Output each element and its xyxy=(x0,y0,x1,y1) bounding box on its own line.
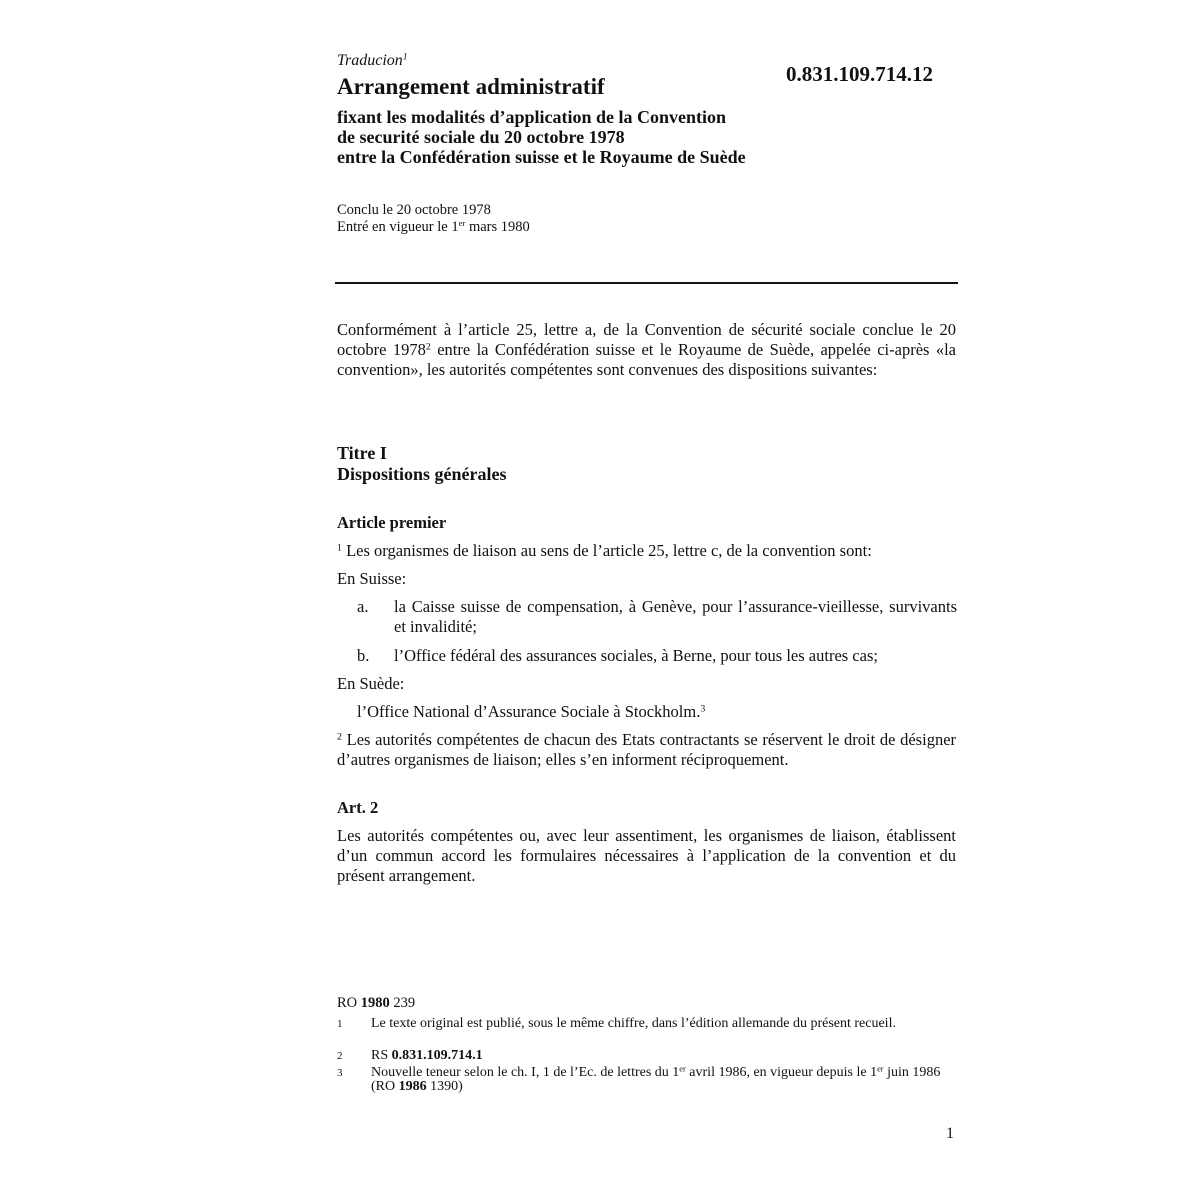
footnote-ref-3[interactable]: 3 xyxy=(700,703,706,715)
paragraph-number: 1 xyxy=(337,542,342,554)
list-item-label: b. xyxy=(357,646,370,665)
article-1-paragraph-2: $^2$ Les autorités compétentes de chacun des Etats contractants se réservent le droit de désigner d’autres organismes de liaison; elles s’en informent réciproquement. xyxy=(337,730,957,769)
list-item-text: l’Office fédéral des assurances sociales, à Berne, pour tous les autres cas; xyxy=(394,646,878,665)
footnote-number: 2 xyxy=(337,1050,343,1062)
page-number: 1 xyxy=(946,1125,954,1142)
list-item-label: a. xyxy=(357,597,369,616)
subtitle-line: fixant les modalités d’application de la Convention xyxy=(337,107,727,127)
footnote-text: Le texte original est publié, sous le même chiffre, dans l’édition allemande du présent recueil. xyxy=(371,1016,896,1031)
concluded-date: Conclu le 20 octobre 1978 xyxy=(337,202,491,218)
article-2-heading: Art. 2 xyxy=(337,798,379,817)
document-title: Arrangement administratif xyxy=(337,74,605,99)
preamble: Conformément à l’article 25, lettre a, de la Convention de sécurité sociale conclue le 20 octobre 1978$^2$ entre la Confédération suisse et le Royaume de Suède, appelée ci-après «la convention», les autorités compétentes sont convenues des dispositions suivantes: xyxy=(337,320,956,379)
en-suisse-label: En Suisse: xyxy=(337,569,407,588)
en-suede-label: En Suède: xyxy=(337,674,405,693)
article-1-heading: Article premier xyxy=(337,513,447,532)
translation-note: Traducion$^1$ xyxy=(337,51,408,69)
subtitle-line: de securité sociale du 20 octobre 1978 xyxy=(337,127,625,147)
title-heading xyxy=(337,443,507,485)
official-compilation-ref: RO 1980 239 xyxy=(337,995,416,1011)
article-1-paragraph-1: $^1$ Les organismes de liaison au sens de l’article 25, lettre c, de la convention sont: xyxy=(337,541,872,560)
paragraph-number: 2 xyxy=(337,731,342,743)
list-item xyxy=(357,597,957,637)
sr-link[interactable]: 0.831.109.714.1 xyxy=(391,1048,483,1063)
footnote-number: 1 xyxy=(337,1018,343,1030)
footnote-ref-1[interactable]: 1 xyxy=(402,51,408,63)
systematic-number: 0.831.109.714.12 xyxy=(786,62,933,86)
entry-into-force-date: Entré en vigueur le 1er mars 1980 xyxy=(337,218,530,235)
article-2-text: Les autorités compétentes ou, avec leur assentiment, les organismes de liaison, établissent d’un commun accord les formulaires nécessaires à l’application de la convention et du présent arrangement. xyxy=(337,826,956,885)
subtitle-line: entre la Confédération suisse et le Royaume de Suède xyxy=(337,147,746,167)
dates-block xyxy=(337,202,530,236)
footnote-ref-2[interactable]: 2 xyxy=(425,341,431,353)
list-item xyxy=(357,646,957,666)
list-item-text: la Caisse suisse de compensation, à Genève, pour l’assurance-vieillesse, survivants et invalidité; xyxy=(394,597,957,636)
document-subtitle xyxy=(337,107,746,167)
footnote-text: RS 0.831.109.714.1 xyxy=(371,1048,483,1063)
title-name: Dispositions générales xyxy=(337,464,507,484)
swedish-office: l’Office National d’Assurance Sociale à Stockholm.$^3$ xyxy=(357,702,706,721)
horizontal-rule xyxy=(335,282,958,284)
footnote-number: 3 xyxy=(337,1067,343,1079)
footnote-text: Nouvelle teneur selon le ch. I, 1 de l’Ec. de lettres du 1er avril 1986, en vigueur depuis le 1er juin 1986 (RO 1986 1390) xyxy=(371,1064,941,1094)
title-number: Titre I xyxy=(337,443,387,463)
